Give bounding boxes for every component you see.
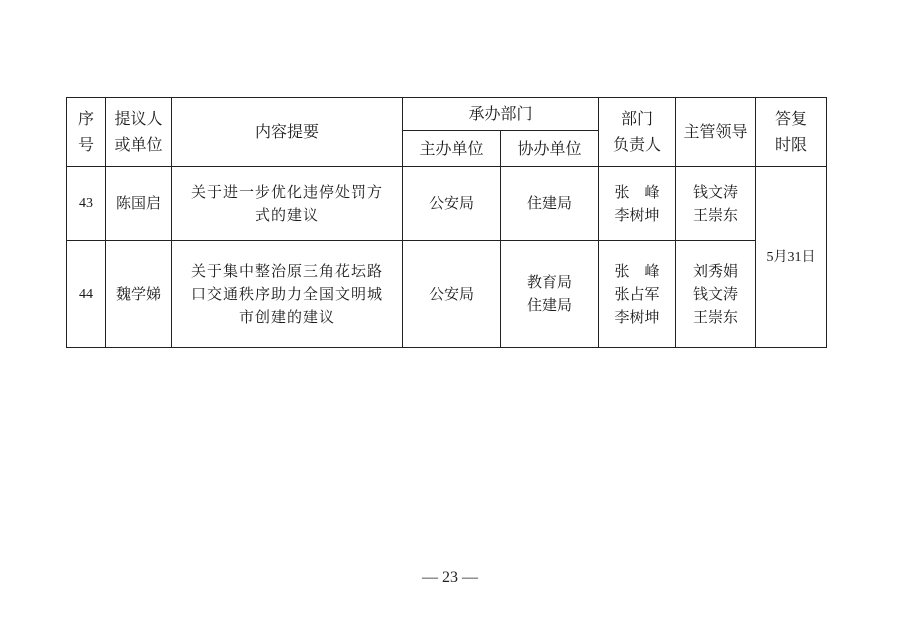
row-assist-unit: 住建局 [501,167,599,241]
row-leaders: 钱文涛 王崇东 [676,167,756,241]
row-seq: 43 [67,167,106,241]
proposal-table [66,97,827,348]
header-lead-unit: 主办单位 [403,131,501,167]
row-proposer: 陈国启 [106,167,172,241]
row-seq: 44 [67,241,106,348]
table-row [67,167,827,241]
row-dept-heads: 张 峰 张占军 李树坤 [599,241,676,348]
header-seq: 序 号 [67,98,106,167]
header-reply: 答复 时限 [756,98,827,167]
row-content: 关于集中整治原三角花坛路 口交通秩序助力全国文明城 市创建的建议 [172,241,403,348]
row-dept-heads: 张 峰 李树坤 [599,167,676,241]
header-proposer: 提议人 或单位 [106,98,172,167]
header-assist-unit: 协办单位 [501,131,599,167]
row-leaders: 刘秀娟 钱文涛 王崇东 [676,241,756,348]
table-row [67,241,827,348]
header-leader: 主管领导 [676,98,756,167]
row-lead-unit: 公安局 [403,241,501,348]
row-content: 关于进一步优化违停处罚方 式的建议 [172,167,403,241]
header-content: 内容提要 [172,98,403,167]
reply-deadline: 5月31日 [756,167,827,348]
page-number: — 23 — [422,569,478,586]
row-assist-unit: 教育局 住建局 [501,241,599,348]
row-lead-unit: 公安局 [403,167,501,241]
header-handling-dept: 承办部门 [403,98,599,131]
row-proposer: 魏学娣 [106,241,172,348]
header-dept-head: 部门 负责人 [599,98,676,167]
